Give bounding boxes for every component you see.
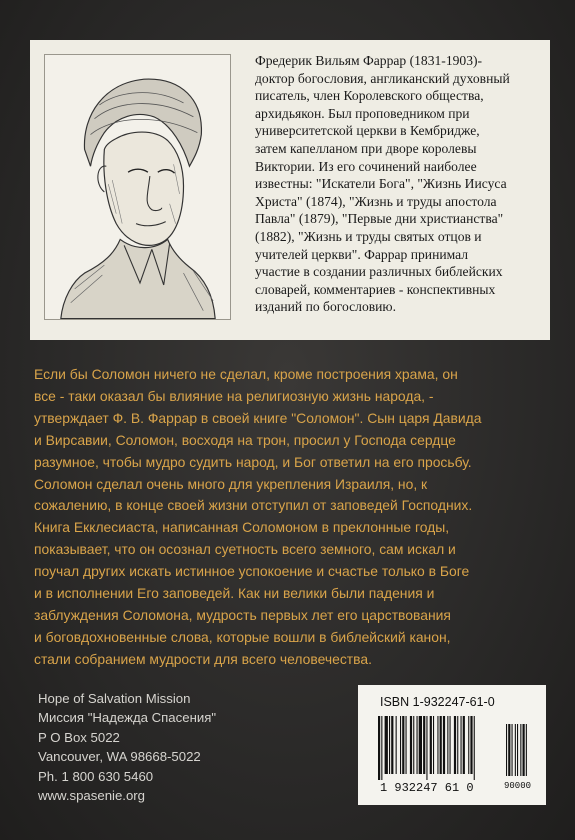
bio-line: архидьякон. Был проповедником при [255, 105, 470, 121]
description-line: стали собранием мудрости для всего человечества. [34, 650, 372, 667]
publisher-website[interactable]: www.spasenie.org [38, 788, 146, 804]
description-line: показывает, что он осознал суетность всего земного, сам искал и [34, 541, 456, 558]
bio-line: учителей церкви". Фаррар принимал [255, 246, 469, 262]
author-bio-text [255, 52, 545, 316]
description-line: все - таки оказал бы влияние на религиозную жизнь народа, - [34, 387, 434, 404]
bio-line: (1882), "Жизнь и труды святых отцов и [255, 228, 482, 244]
description-line: утверждает Ф. В. Фаррар в своей книге "Соломон". Сын царя Давида [34, 409, 482, 426]
publisher-name-en: Hope of Salvation Mission [38, 691, 191, 706]
bio-line: известны: "Искатели Бога", "Жизнь Иисуса [255, 176, 507, 192]
bio-line: писатель, член Королевского общества, [255, 88, 484, 104]
description-line: сожалению, в конце своей жизни отступил от заповедей Господних. [34, 497, 473, 514]
bio-line: Фредерик Вильям Фаррар (1831-1903)- [255, 53, 483, 68]
bio-line: изданий по богословию. [255, 299, 396, 315]
publisher-po-box: P O Box 5022 [38, 729, 120, 745]
publisher-name-ru: Миссия "Надежда Спасения" [38, 710, 217, 726]
author-portrait [44, 54, 231, 320]
bio-line: Виктории. Из его сочинений наиболее [255, 158, 477, 174]
bio-line: Христа" (1874), "Жизнь и труды апостола [255, 193, 497, 209]
description-line: разумное, чтобы мудро судить народ, и Бог ответил на его просьбу. [34, 453, 472, 470]
description-line: и Вирсавии, Соломон, восходя на трон, просил у Господа сердце [34, 431, 456, 448]
description-line: Книга Екклесиаста, написанная Соломоном в преклонные годы, [34, 519, 450, 536]
barcode-icon [376, 716, 530, 782]
barcode-addon-digits: 90000 [504, 781, 532, 791]
barcode-digits: 1 932247 61 0 [380, 781, 474, 795]
publisher-info [38, 689, 278, 805]
bio-line: участие в создании различных библейских [255, 264, 503, 280]
description-line: и в исполнении Его заповедей. Как ни велики были падения и [34, 585, 435, 602]
publisher-city: Vancouver, WA 98668-5022 [38, 749, 201, 765]
isbn-label: ISBN 1-932247-61-0 [380, 695, 495, 709]
description-line: и боговдохновенные слова, которые вошли в библейский канон, [34, 628, 451, 645]
portrait-engraving-icon [45, 55, 230, 319]
book-description [34, 364, 554, 671]
description-line: поучал других искать истинное успокоение и счастье только в Боге [34, 563, 470, 580]
isbn-barcode-box [358, 685, 546, 805]
bio-line: затем капелланом при дворе королевы [255, 140, 477, 156]
publisher-phone: Ph. 1 800 630 5460 [38, 768, 154, 784]
bio-line: Павла" (1879), "Первые дни христианства" [255, 211, 504, 227]
description-line: заблуждения Соломона, мудрость первых лет его царствования [34, 606, 451, 623]
bio-line: университетской церкви в Кембридже, [255, 123, 480, 139]
bio-line: словарей, комментариев - конспективных [255, 281, 496, 297]
bio-line: доктор богословия, англиканский духовный [255, 70, 510, 86]
description-line: Соломон сделал очень много для укрепления Израиля, но, к [34, 475, 428, 492]
description-line: Если бы Соломон ничего не сделал, кроме построения храма, он [34, 366, 458, 382]
author-bio-panel [30, 40, 550, 340]
